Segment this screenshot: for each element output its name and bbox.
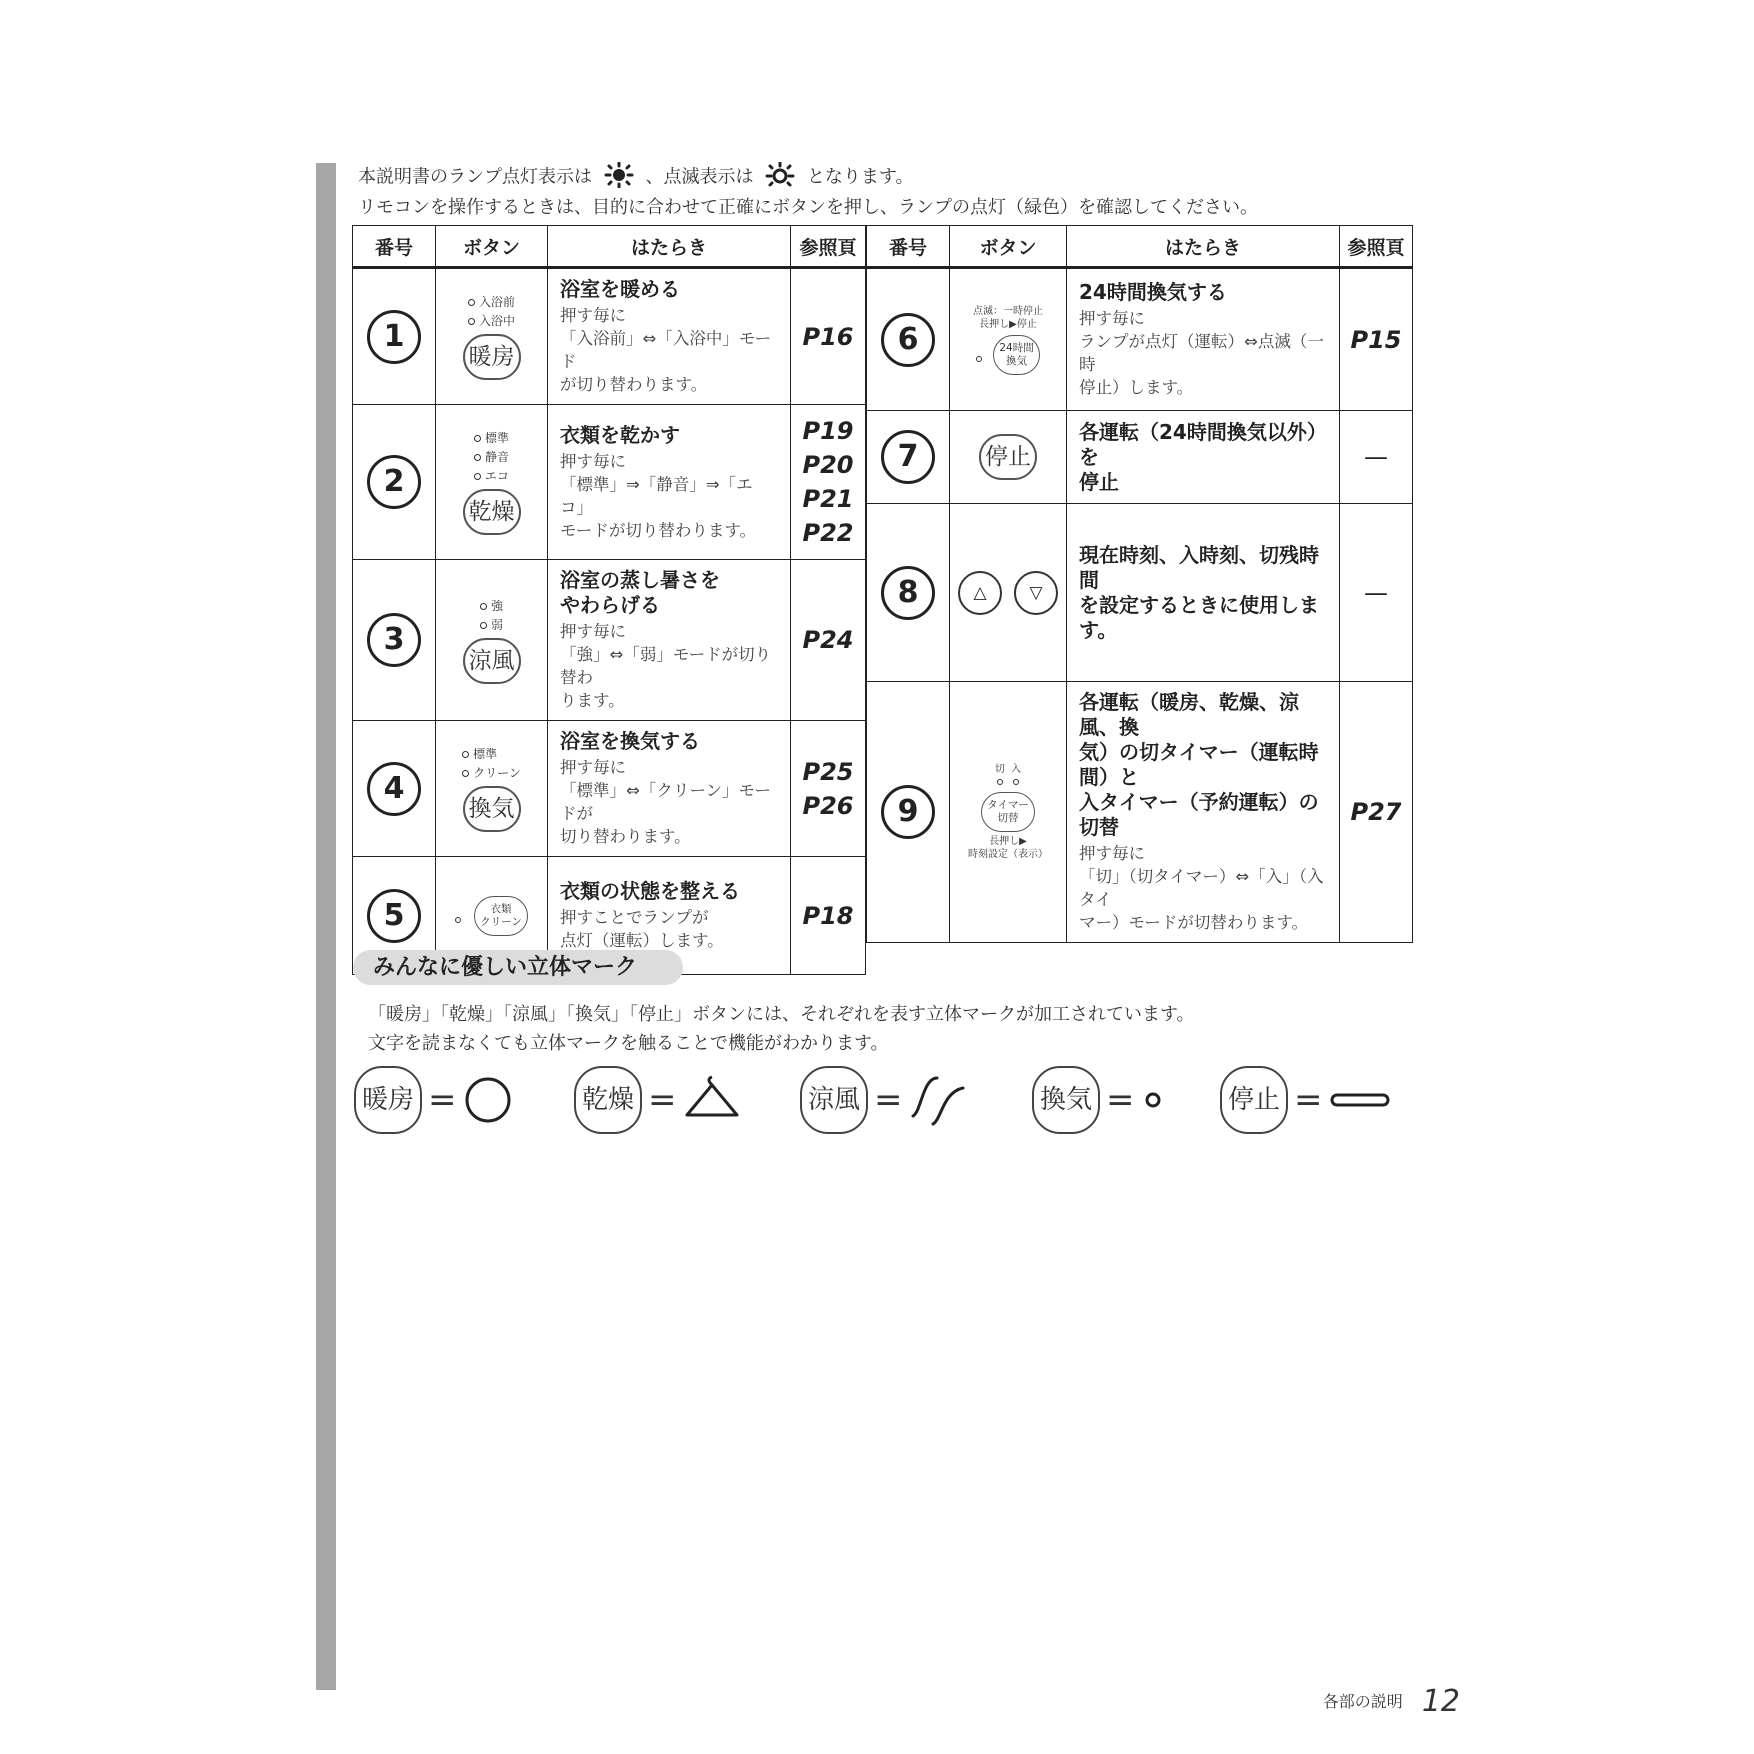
- table-row: [353, 405, 866, 560]
- lamp-indicator: [455, 917, 461, 923]
- button-note: 切 入: [994, 764, 1022, 775]
- intro-line-1: [358, 162, 914, 193]
- mark-button: 乾燥: [574, 1066, 642, 1134]
- header-function: はたらき: [548, 226, 791, 268]
- function-title: 各運転（24時間換気以外）を 停止: [1079, 419, 1327, 494]
- mark-button: 暖房: [354, 1066, 422, 1134]
- function-table-left: [352, 225, 866, 975]
- equals-sign: =: [1294, 1080, 1323, 1120]
- mode-label: 強: [480, 599, 503, 613]
- mark-button: 涼風: [800, 1066, 868, 1134]
- mark-button: 換気: [1032, 1066, 1100, 1134]
- up-arrow-button[interactable]: △: [958, 571, 1002, 615]
- function-body: 押す毎に 「標準」⇒「静音」⇒「エコ」 モードが切り替わります。: [560, 451, 757, 540]
- header-ref: 参照頁: [1340, 226, 1413, 268]
- mode-label: クリーン: [462, 766, 521, 780]
- mode-label: 入浴前: [468, 295, 515, 309]
- mode-label: 弱: [480, 618, 503, 632]
- tactile-mark-cool-breeze: [800, 1065, 969, 1135]
- mode-label: 静音: [474, 450, 509, 464]
- page-ref: P18: [802, 901, 854, 930]
- row-number: 9: [881, 785, 935, 839]
- function-title: 浴室を換気する: [560, 729, 700, 753]
- page-ref: P25: [802, 757, 854, 786]
- table-row: [353, 560, 866, 721]
- intro-line-2: リモコンを操作するときは、目的に合わせて正確にボタンを押し、ランプの点灯（緑色）を確認してください。: [358, 197, 1258, 218]
- equals-sign: =: [874, 1080, 903, 1120]
- wave-mark-icon: [909, 1072, 969, 1128]
- mode-label: 標準: [474, 431, 509, 445]
- section-text-2: 文字を読まなくても立体マークを触ることで機能がわかります。: [368, 1033, 889, 1054]
- page-ref: P22: [802, 519, 854, 547]
- header-ref: 参照頁: [791, 226, 866, 268]
- heating-button[interactable]: 暖房: [463, 334, 521, 380]
- header-number: 番号: [353, 226, 436, 268]
- mode-label: 入浴中: [468, 314, 515, 328]
- function-title: 衣類の状態を整える: [560, 879, 740, 903]
- cool-breeze-button[interactable]: 涼風: [463, 638, 521, 684]
- button-note: 長押し▶ 時刻設定（表示）: [968, 836, 1048, 860]
- mode-label: エコ: [474, 469, 509, 483]
- tactile-mark-stop: [1220, 1065, 1391, 1135]
- page-footer: [1323, 1684, 1460, 1719]
- function-title: 各運転（暖房、乾燥、涼風、換 気）の切タイマー（運転時間）と 入タイマー（予約運転）の切替: [1079, 690, 1319, 839]
- mode-lamps: [462, 745, 521, 783]
- stop-button[interactable]: 停止: [979, 434, 1037, 480]
- table-row: [867, 504, 1413, 682]
- page-number: 12: [1421, 1684, 1460, 1719]
- mode-label: 標準: [462, 747, 497, 761]
- small-circle-mark-icon: [1141, 1088, 1165, 1112]
- mark-button: 停止: [1220, 1066, 1288, 1134]
- mode-lamps: [474, 429, 509, 486]
- section-text-1: 「暖房」「乾燥」「涼風」「換気」「停止」ボタンには、それぞれを表す立体マークが加工されています。: [368, 1004, 1195, 1025]
- table-row: [867, 268, 1413, 411]
- header-button: ボタン: [950, 226, 1067, 268]
- page-ref: P19: [802, 417, 854, 445]
- function-body: 押す毎に 「入浴前」⇔「入浴中」モード が切り替わります。: [560, 306, 772, 394]
- bar-mark-icon: [1329, 1090, 1391, 1110]
- table-row: [353, 268, 866, 405]
- tactile-mark-drying: [574, 1065, 741, 1135]
- function-title: 衣類を乾かす: [560, 422, 680, 447]
- intro-text-c: となります。: [806, 166, 914, 188]
- lamp-on-icon: [602, 162, 636, 193]
- page-ref: P15: [1350, 325, 1402, 354]
- lamp-indicators: [950, 776, 1066, 789]
- page-ref: P16: [802, 322, 854, 351]
- lamp-indicator: [976, 356, 982, 362]
- footer-section: 各部の説明: [1322, 1692, 1403, 1711]
- header-number: 番号: [867, 226, 950, 268]
- intro-text-b: 、点滅表示は: [645, 166, 754, 188]
- drying-button[interactable]: 乾燥: [463, 489, 521, 535]
- tactile-mark-heating: [354, 1065, 513, 1135]
- function-table-right: [866, 225, 1413, 943]
- function-title: 浴室を暖める: [560, 277, 680, 301]
- function-body: 押す毎に 「標準」⇔「クリーン」モードが 切り替わります。: [560, 758, 771, 846]
- page-ref: P26: [802, 791, 854, 820]
- page-ref: P24: [802, 626, 854, 654]
- row-number: 5: [367, 889, 421, 943]
- down-arrow-button[interactable]: ▽: [1014, 571, 1058, 615]
- function-body: 押すことでランプが 点灯（運転）します。: [560, 908, 724, 950]
- function-title: 浴室の蒸し暑さを やわらげる: [560, 568, 720, 617]
- function-body: 押す毎に ランプが点灯（運転）⇔点滅（一時 停止）します。: [1079, 309, 1324, 397]
- row-number: 2: [367, 455, 421, 509]
- equals-sign: =: [648, 1080, 677, 1120]
- function-body: 押す毎に 「切」（切タイマー）⇔「入」（入タイ マー）モードが切替わります。: [1079, 844, 1324, 932]
- row-number: 1: [367, 310, 421, 364]
- page-ref: —: [1364, 578, 1388, 607]
- header-function: はたらき: [1067, 226, 1340, 268]
- page-ref: P21: [802, 485, 854, 513]
- hanger-mark-icon: [683, 1075, 741, 1125]
- row-number: 4: [367, 762, 421, 816]
- table-row: [867, 682, 1413, 943]
- equals-sign: =: [1106, 1080, 1135, 1120]
- clothes-clean-button[interactable]: 衣類 クリーン: [474, 896, 528, 936]
- ventilation-button[interactable]: 換気: [463, 786, 521, 832]
- page-ref: P27: [1350, 798, 1402, 826]
- page-ref: P20: [802, 451, 854, 479]
- intro-text-a: 本説明書のランプ点灯表示は: [358, 166, 592, 188]
- section-heading: みんなに優しい立体マーク: [353, 950, 683, 985]
- row-number: 8: [881, 566, 935, 620]
- lamp-blink-icon: [763, 162, 797, 193]
- 24h-ventilation-button[interactable]: 24時間 換気: [993, 335, 1039, 375]
- circle-mark-icon: [463, 1075, 513, 1125]
- page-sidebar-bar: [316, 163, 336, 1690]
- function-title: 24時間換気する: [1079, 280, 1227, 304]
- mode-lamps: [480, 597, 503, 635]
- button-note: 点滅：一時停止 長押し▶停止: [973, 305, 1043, 330]
- row-number: 6: [881, 313, 935, 367]
- function-title: 現在時刻、入時刻、切残時間 を設定するときに使用しま す。: [1079, 542, 1319, 642]
- function-body: 押す毎に 「強」⇔「弱」モードが切り替わ ります。: [560, 622, 772, 710]
- page-ref: —: [1364, 443, 1388, 471]
- table-row: [867, 411, 1413, 504]
- header-button: ボタン: [436, 226, 548, 268]
- row-number: 3: [367, 613, 421, 667]
- timer-switch-button[interactable]: タイマー 切替: [981, 792, 1035, 832]
- tactile-mark-ventilation: [1032, 1065, 1165, 1135]
- mode-lamps: [468, 293, 515, 331]
- row-number: 7: [881, 430, 935, 484]
- equals-sign: =: [428, 1080, 457, 1120]
- table-row: [353, 721, 866, 857]
